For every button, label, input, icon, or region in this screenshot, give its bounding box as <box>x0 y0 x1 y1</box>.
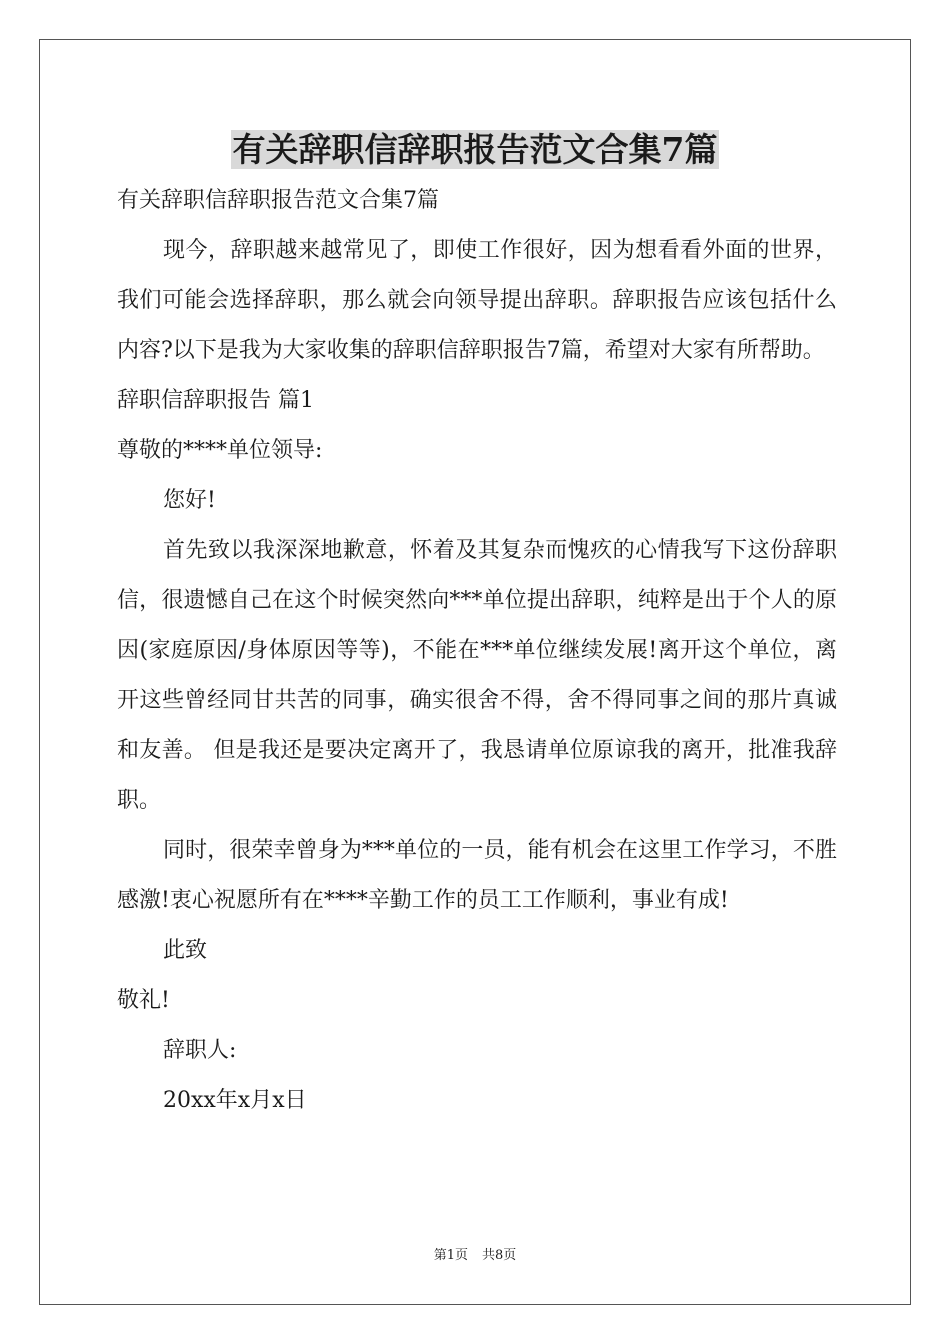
greeting: 您好! <box>163 488 216 513</box>
date-line: 20xx年x月x日 <box>163 1088 307 1113</box>
page-footer <box>0 1246 950 1266</box>
signature-label: 辞职人: <box>163 1038 237 1063</box>
paragraph-body-2: 同时，很荣幸曾身为***单位的一员，能有机会在这里工作学习，不胜感激!衷心祝愿所有在****辛勤工作的员工工作顺利，事业有成! <box>117 838 837 913</box>
paragraph-subtitle: 有关辞职信辞职报告范文合集7篇 <box>117 188 439 213</box>
salutation: 尊敬的****单位领导: <box>117 438 323 463</box>
paragraph-body-1: 首先致以我深深地歉意，怀着及其复杂而愧疚的心情我写下这份辞职信，很遗憾自己在这个时候突然向***单位提出辞职，纯粹是出于个人的原因(家庭原因/身体原因等等)，不能在***单位继续发展!离开这个单位，离开这些曾经同甘共苦的同事，确实很舍不得，舍不得同事之间的那片真诚和友善。 但是我还是要决定离开了，我恳请单位原谅我的离开，批准我辞职。 <box>117 538 837 813</box>
closing-line-2: 敬礼! <box>117 988 170 1013</box>
document-body <box>117 176 837 1126</box>
document-title <box>0 127 950 173</box>
paragraph-intro: 现今，辞职越来越常见了，即使工作很好，因为想看看外面的世界，我们可能会选择辞职，那么就会向领导提出辞职。辞职报告应该包括什么内容?以下是我为大家收集的辞职信辞职报告7篇，希望对大家有所帮助。 <box>117 238 837 363</box>
section-heading: 辞职信辞职报告 篇1 <box>117 388 314 413</box>
document-title-text: 有关辞职信辞职报告范文合集7篇 <box>232 130 718 169</box>
page-total: 共8页 <box>482 1248 517 1263</box>
page-current: 第1页 <box>433 1248 468 1263</box>
closing-line-1: 此致 <box>163 938 208 963</box>
